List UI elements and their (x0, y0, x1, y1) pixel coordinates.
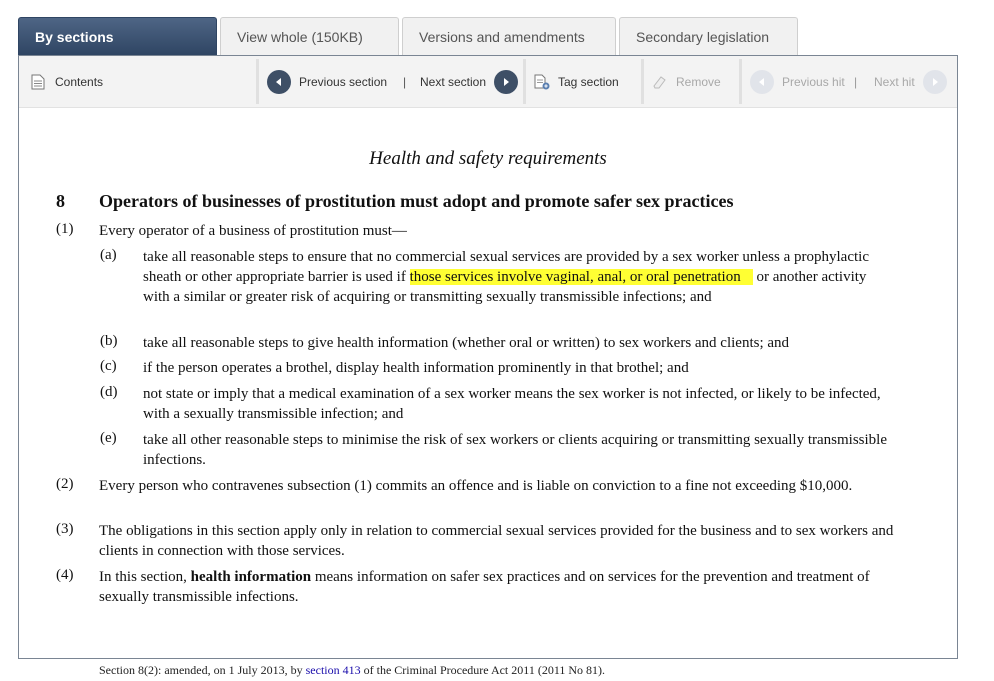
subsection-text: In this section, health information means information on safer sex practices and on services for the prevention and treatment of sexually transmissible infections. (99, 569, 870, 605)
eraser-icon (652, 74, 668, 90)
arrow-right-icon (494, 70, 518, 94)
toolbar-divider (256, 59, 259, 104)
document-icon (31, 74, 45, 90)
paragraph-label: (b) (100, 333, 118, 349)
amendment-note: Section 8(2): amended, on 1 July 2013, by section 413 of the Criminal Procedure Act 2011 (2011 No 81). (99, 663, 606, 677)
previous-section-button[interactable] (267, 56, 387, 107)
section-title: Operators of businesses of prostitution must adopt and promote safer sex practices (99, 191, 734, 211)
remove-button[interactable] (652, 56, 721, 107)
toolbar-divider (739, 59, 742, 104)
subsection-label: (1) (56, 221, 74, 237)
paragraph-text: take all reasonable steps to give health information (whether oral or written) to sex workers and clients; and (143, 335, 790, 351)
paragraph-label: (a) (100, 247, 117, 263)
defined-term: health information (190, 569, 312, 585)
document-frame (18, 55, 958, 677)
next-hit-button[interactable] (874, 56, 947, 107)
paragraph-text: take all reasonable steps to ensure that no commercial sexual services are provided by a sex worker unless a prophylactic sheath or other appropriate barrier is used if those services involve vaginal, anal, or oral penetration or another activity with a similar or greater risk of acquiring or transmitting sexually transmissible infections; and (143, 249, 869, 305)
tab-by-sections[interactable]: By sections (18, 17, 217, 55)
section-heading: Health and safety requirements (369, 148, 607, 169)
previous-hit-label: Previous hit (782, 74, 845, 89)
paragraph-text: take all other reasonable steps to minimise the risk of sex workers or clients acquiring or transmitting sexually transmissible infections. (143, 432, 887, 468)
toolbar-divider (641, 59, 644, 104)
arrow-right-icon (923, 70, 947, 94)
section-413-link[interactable]: section 413 (305, 663, 361, 677)
contents-button[interactable] (31, 56, 103, 107)
section-nav-separator: | (403, 74, 407, 89)
paragraph-label: (d) (100, 384, 118, 400)
tag-section-label: Tag section (558, 74, 619, 89)
tab-versions-amendments[interactable]: Versions and amendments (402, 17, 616, 55)
arrow-left-icon (267, 70, 291, 94)
tab-secondary-legislation[interactable]: Secondary legislation (619, 17, 798, 55)
paragraph-label: (e) (100, 430, 117, 446)
hit-nav-separator: | (854, 74, 858, 89)
subsection-text: Every person who contravenes subsection (1) commits an offence and is liable on conviction to a fine not exceeding $10,000. (99, 478, 853, 494)
contents-label: Contents (55, 74, 104, 89)
toolbar-divider (523, 59, 526, 104)
next-hit-label: Next hit (874, 74, 915, 89)
remove-label: Remove (676, 74, 721, 89)
search-highlight: those services involve vaginal, anal, or oral penetration (410, 269, 753, 285)
section-number: 8 (56, 191, 65, 211)
tag-section-button[interactable] (534, 56, 619, 107)
subsection-text: Every operator of a business of prostitution must— (99, 223, 407, 239)
previous-hit-button[interactable] (750, 56, 845, 107)
paragraph-text: if the person operates a brothel, display health information prominently in that brothel; and (143, 360, 689, 376)
paragraph-text: not state or imply that a medical examination of a sex worker means the sex worker is not infected, or likely to be infected, with a sexually transmissible infection; and (143, 386, 881, 422)
subsection-label: (2) (56, 476, 74, 492)
toolbar (19, 56, 957, 108)
previous-section-label: Previous section (299, 74, 388, 89)
subsection-label: (4) (56, 567, 74, 583)
next-section-label: Next section (420, 74, 487, 89)
subsection-label: (3) (56, 521, 74, 537)
tag-document-icon (534, 74, 550, 90)
next-section-button[interactable] (420, 56, 518, 107)
paragraph-label: (c) (100, 358, 117, 374)
subsection-text: The obligations in this section apply only in relation to commercial sexual services provided for the business and to sex workers and clients in connection with those services. (99, 523, 894, 559)
tab-view-whole[interactable]: View whole (150KB) (220, 17, 399, 55)
arrow-left-icon (750, 70, 774, 94)
